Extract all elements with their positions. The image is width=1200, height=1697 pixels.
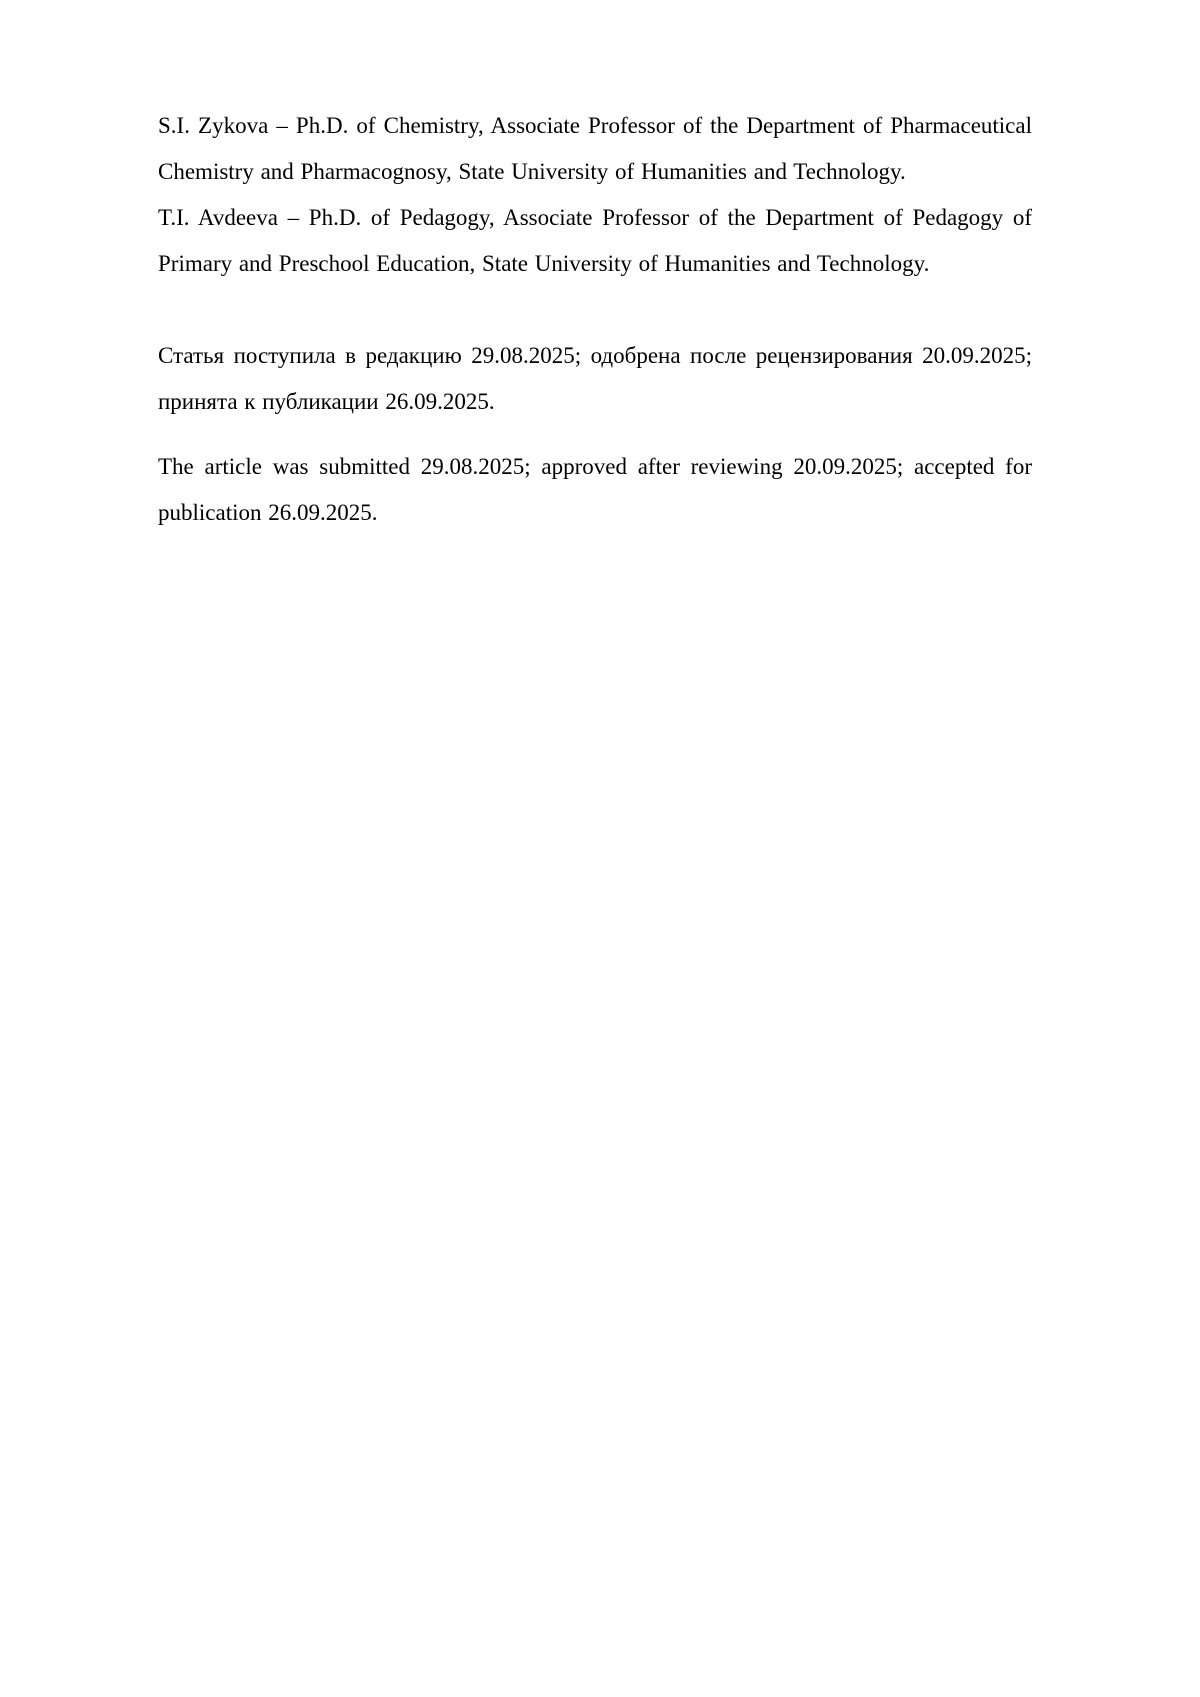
- author-bio-zykova: S.I. Zykova – Ph.D. of Chemistry, Associate Professor of the Department of Pharmaceutical Chemistry and Pharmacognosy, State University of Humanities and Technology.: [158, 113, 1032, 184]
- page-text-block: [158, 103, 1032, 536]
- submission-dates-english: The article was submitted 29.08.2025; approved after reviewing 20.09.2025; accepted for publication 26.09.2025.: [158, 454, 1032, 525]
- author-bio-avdeeva: T.I. Avdeeva – Ph.D. of Pedagogy, Associate Professor of the Department of Pedagogy of Primary and Preschool Education, State University of Humanities and Technology.: [158, 205, 1032, 276]
- submission-dates-russian: Статья поступила в редакцию 29.08.2025; одобрена после рецензирования 20.09.2025; принята к публикации 26.09.2025.: [158, 343, 1032, 414]
